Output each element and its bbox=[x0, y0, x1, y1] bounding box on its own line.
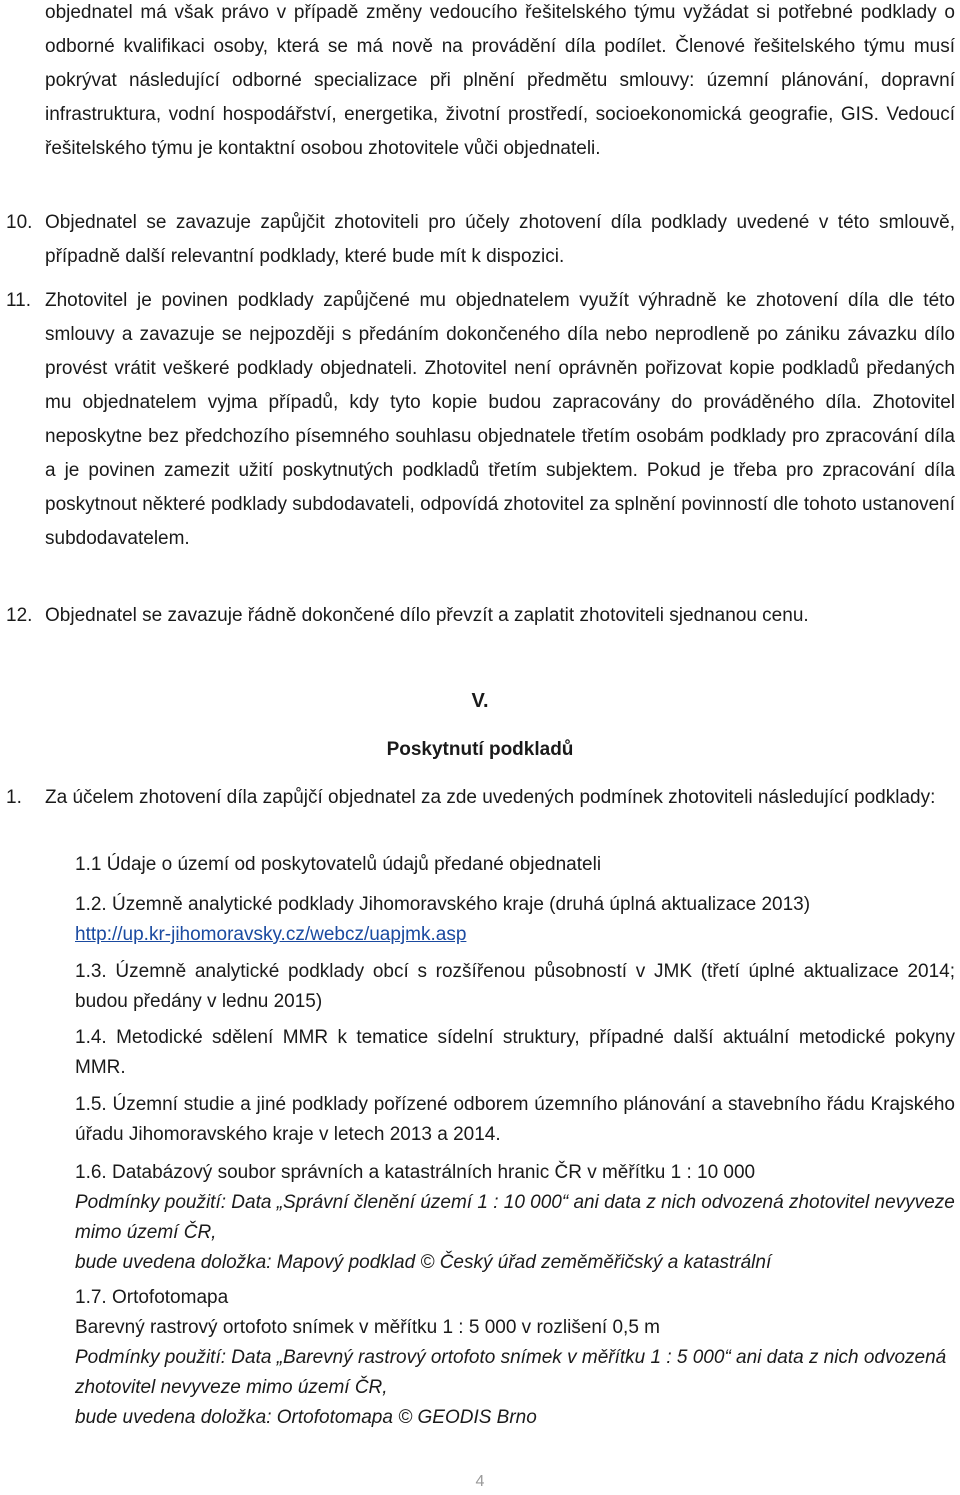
list-item-1-5 bbox=[75, 1090, 955, 1150]
list-item-1-2 bbox=[75, 890, 960, 950]
clause-text: Objednatel se zavazuje řádně dokončené dílo převzít a zaplatit zhotoviteli sjednanou cenu. bbox=[45, 605, 809, 626]
list-item-1-1 bbox=[75, 850, 960, 880]
uap-jmk-link[interactable]: http://up.kr-jihomoravsky.cz/webcz/uapjmk.asp bbox=[75, 924, 467, 945]
clause-number: 12. bbox=[6, 605, 33, 626]
list-item-1-4 bbox=[75, 1023, 955, 1083]
usage-conditions: Podmínky použití: Data „Barevný rastrový ortofoto snímek v měřítku 1 : 5 000“ ani data z nich odvozená zhotovitel nevyveze mimo území ČR, bbox=[75, 1347, 947, 1398]
item-text: 1.3. Územně analytické podklady obcí s rozšířenou působností v JMK (třetí úplné aktualizace 2014; budou předány v lednu 2015) bbox=[75, 961, 955, 1012]
section-number: V. bbox=[471, 690, 489, 712]
section-title: Poskytnutí podkladů bbox=[386, 739, 574, 760]
page-number: 4 bbox=[475, 1473, 485, 1490]
clause-number: 1. bbox=[6, 787, 22, 808]
clause-text: Zhotovitel je povinen podklady zapůjčené mu objednatelem využít výhradně ke zhotovení díla dle této smlouvy a zavazuje se nejpozději s předáním dokončeného díla nebo neprodleně po zániku závazku dílo provést vrátit veškeré podklady objednateli. Zhotovitel není oprávněn pořizovat kopie podkladů předaných mu objednatelem vyjma případů, kdy tyto kopie budou zapracovány do prováděného díla. Zhotovitel neposkytne bez předchozího písemného souhlasu objednatele třetím osobám podklady pro zpracování díla a je povinen zamezit užití poskytnutých podkladů třetím subjektem. Pokud je třeba pro zpracování díla poskytnout některé podklady subdodavateli, odpovídá zhotovitel za splnění povinností dle tohoto ustanovení subdodavatelem. bbox=[45, 290, 955, 549]
clause-number: 11. bbox=[6, 290, 32, 311]
list-item-1-7 bbox=[75, 1283, 955, 1433]
item-text: 1.6. Databázový soubor správních a katastrálních hranic ČR v měřítku 1 : 10 000 bbox=[75, 1162, 756, 1183]
list-item-1-3 bbox=[75, 957, 955, 1017]
item-text: 1.4. Metodické sdělení MMR k tematice sídelní struktury, případné další aktuální metodické pokyny MMR. bbox=[75, 1027, 955, 1078]
item-text: 1.5. Územní studie a jiné podklady pořízené odborem územního plánování a stavebního řádu Krajského úřadu Jihomoravského kraje v letech 2013 a 2014. bbox=[75, 1094, 955, 1145]
attribution-note: bude uvedena doložka: Mapový podklad © Český úřad zeměměřičský a katastrální bbox=[75, 1252, 772, 1273]
list-item-1-6 bbox=[75, 1158, 955, 1278]
clause-text: Za účelem zhotovení díla zapůjčí objednatel za zde uvedených podmínek zhotoviteli následující podklady: bbox=[45, 787, 936, 808]
item-text: 1.7. Ortofotomapa bbox=[75, 1287, 229, 1308]
item-text: 1.2. Územně analytické podklady Jihomoravského kraje (druhá úplná aktualizace 2013) bbox=[75, 894, 811, 915]
item-text: 1.1 Údaje o území od poskytovatelů údajů předané objednateli bbox=[75, 854, 602, 875]
clause-number: 10. bbox=[6, 212, 33, 233]
paragraph-continued: objednatel má však právo v případě změny vedoucího řešitelského týmu vyžádat si potřebné podklady o odborné kvalifikaci osoby, která se má nově na provádění díla podílet. Členové řešitelského týmu musí pokrývat následující odborné specializace při plnění předmětu smlouvy: územní plánování, dopravní infrastruktura, vodní hospodářství, energetika, životní prostředí, socioekonomická geografie, GIS. Vedoucí řešitelského týmu je kontaktní osobou zhotovitele vůči objednateli. bbox=[45, 2, 955, 159]
usage-conditions: Podmínky použití: Data „Správní členění území 1 : 10 000“ ani data z nich odvozená zhotovitel nevyveze mimo území ČR, bbox=[75, 1192, 955, 1243]
clause-text: Objednatel se zavazuje zapůjčit zhotoviteli pro účely zhotovení díla podklady uvedené v této smlouvě, případně další relevantní podklady, které bude mít k dispozici. bbox=[45, 212, 955, 267]
attribution-note: bude uvedena doložka: Ortofotomapa © GEODIS Brno bbox=[75, 1407, 537, 1428]
item-description: Barevný rastrový ortofoto snímek v měřítku 1 : 5 000 v rozlišení 0,5 m bbox=[75, 1317, 661, 1338]
